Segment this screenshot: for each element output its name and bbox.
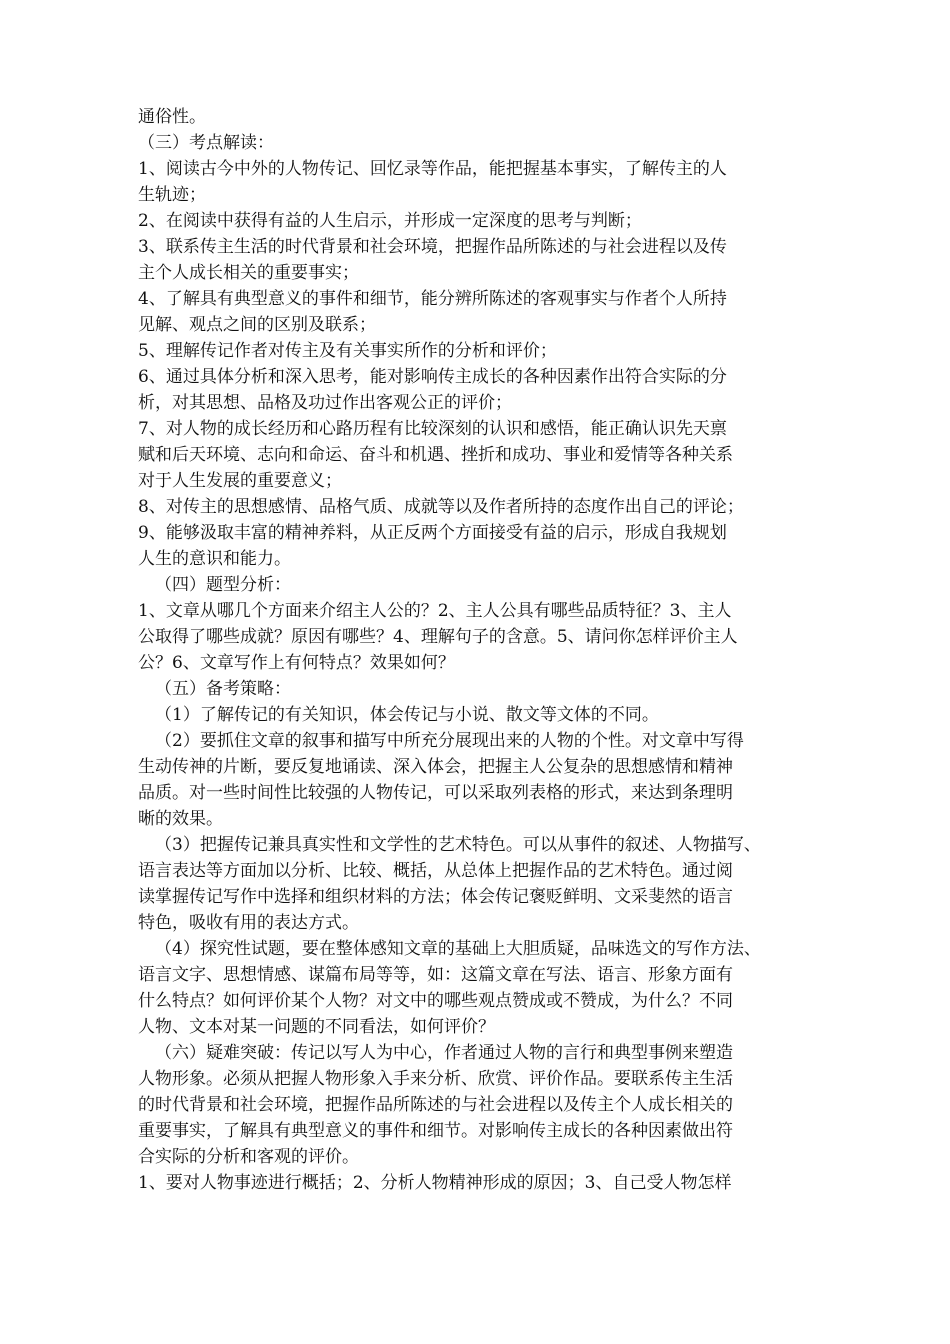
text-line: 1、文章从哪几个方面来介绍主人公的？2、主人公具有哪些品质特征？3、主人	[138, 601, 732, 621]
text-line: 5、理解传记作者对传主及有关事实所作的分析和评价；	[138, 341, 557, 361]
text-line: 特色，吸收有用的表达方式。	[138, 913, 359, 933]
text-line: 公取得了哪些成就？原因有哪些？4、理解句子的含意。5、请问你怎样评价主人	[138, 627, 738, 647]
text-line: 9、能够汲取丰富的精神养料，从正反两个方面接受有益的启示，形成自我规划	[138, 523, 727, 543]
text-line: 1、要对人物事迹进行概括；2、分析人物精神形成的原因；3、自己受人物怎样	[138, 1173, 732, 1193]
text-line: 对于人生发展的重要意义；	[138, 471, 342, 491]
text-line: 赋和后天环境、志向和命运、奋斗和机遇、挫折和成功、事业和爱情等各种关系	[138, 445, 733, 465]
text-line: 生轨迹；	[138, 185, 206, 205]
text-line: （2）要抓住文章的叙事和描写中所充分展现出来的人物的个性。对文章中写得	[155, 731, 744, 751]
section-heading-5: （五）备考策略：	[155, 679, 291, 699]
text-line: 读掌握传记写作中选择和组织材料的方法；体会传记褒贬鲜明、文采斐然的语言	[138, 887, 733, 907]
text-line: 通俗性。	[138, 107, 206, 127]
text-line: 重要事实，了解具有典型意义的事件和细节。对影响传主成长的各种因素做出符	[138, 1121, 733, 1141]
text-line: 晰的效果。	[138, 809, 223, 829]
section-heading-6: （六）疑难突破：传记以写人为中心，作者通过人物的言行和典型事例来塑造	[155, 1043, 733, 1063]
text-line: 生动传神的片断，要反复地诵读、深入体会，把握主人公复杂的思想感情和精神	[138, 757, 733, 777]
text-line: 2、在阅读中获得有益的人生启示，并形成一定深度的思考与判断；	[138, 211, 642, 231]
text-line: 3、联系传主生活的时代背景和社会环境，把握作品所陈述的与社会进程以及传	[138, 237, 727, 257]
text-line: 语言文字、思想情感、谋篇布局等等，如：这篇文章在写法、语言、形象方面有	[138, 965, 733, 985]
text-line: 8、对传主的思想感情、品格气质、成就等以及作者所持的态度作出自己的评论；	[138, 497, 744, 517]
section-heading-4: （四）题型分析：	[155, 575, 291, 595]
document-page	[138, 104, 838, 1196]
section-heading-3: （三）考点解读：	[138, 133, 274, 153]
text-line: 1、阅读古今中外的人物传记、回忆录等作品，能把握基本事实，了解传主的人	[138, 159, 727, 179]
text-line: 析，对其思想、品格及功过作出客观公正的评价；	[138, 393, 512, 413]
text-line: 主个人成长相关的重要事实；	[138, 263, 359, 283]
text-line: 人物形象。必须从把握人物形象入手来分析、欣赏、评价作品。要联系传主生活	[138, 1069, 733, 1089]
text-line: 4、了解具有典型意义的事件和细节，能分辨所陈述的客观事实与作者个人所持	[138, 289, 727, 309]
text-line: （4）探究性试题，要在整体感知文章的基础上大胆质疑，品味选文的写作方法、	[155, 939, 761, 959]
text-line: 什么特点？如何评价某个人物？对文中的哪些观点赞成或不赞成，为什么？不同	[138, 991, 733, 1011]
text-line: （3）把握传记兼具真实性和文学性的艺术特色。可以从事件的叙述、人物描写、	[155, 835, 761, 855]
text-line: 6、通过具体分析和深入思考，能对影响传主成长的各种因素作出符合实际的分	[138, 367, 727, 387]
text-line: 合实际的分析和客观的评价。	[138, 1147, 359, 1167]
text-line: 人物、文本对某一问题的不同看法，如何评价？	[138, 1017, 495, 1037]
text-line: 公？6、文章写作上有何特点？效果如何？	[138, 653, 455, 673]
text-line: 人生的意识和能力。	[138, 549, 291, 569]
text-line: 7、对人物的成长经历和心路历程有比较深刻的认识和感悟，能正确认识先天禀	[138, 419, 727, 439]
text-line: 品质。对一些时间性比较强的人物传记，可以采取列表格的形式，来达到条理明	[138, 783, 733, 803]
text-line: 语言表达等方面加以分析、比较、概括，从总体上把握作品的艺术特色。通过阅	[138, 861, 733, 881]
text-line: 的时代背景和社会环境，把握作品所陈述的与社会进程以及传主个人成长相关的	[138, 1095, 733, 1115]
text-line: （1）了解传记的有关知识，体会传记与小说、散文等文体的不同。	[155, 705, 659, 725]
text-line: 见解、观点之间的区别及联系；	[138, 315, 376, 335]
